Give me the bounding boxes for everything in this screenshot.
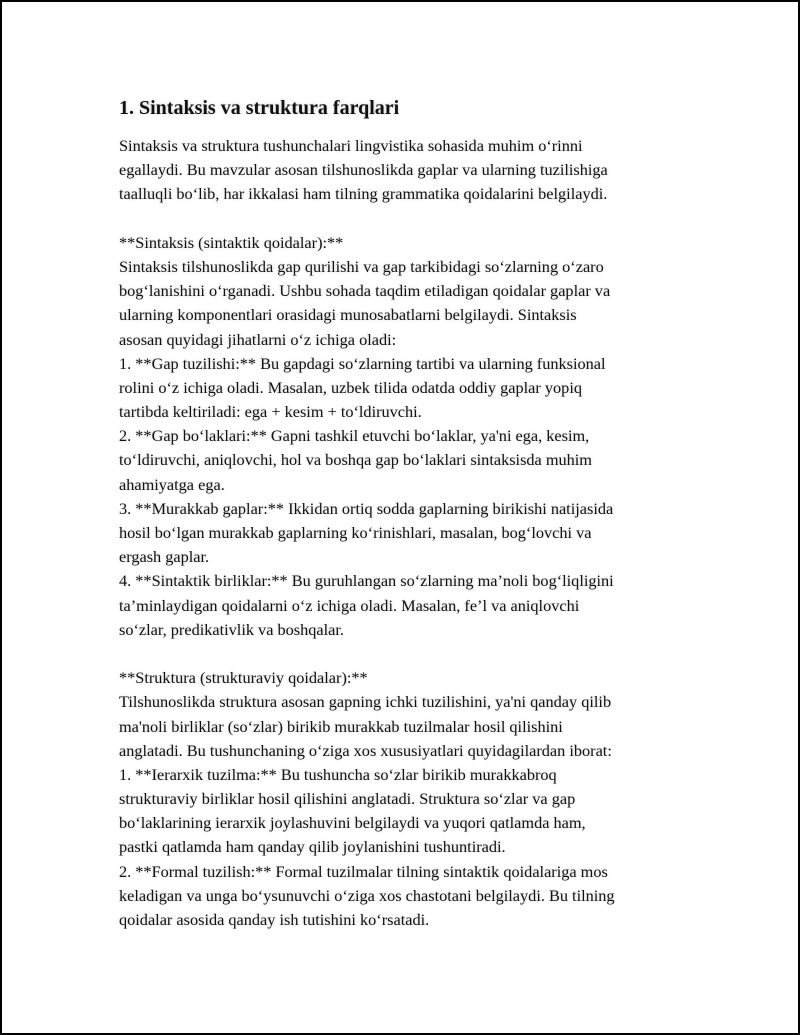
text-line: ergash gaplar.	[119, 547, 210, 567]
text-line: ahamiyatga ega.	[119, 474, 225, 494]
document-text	[119, 134, 694, 932]
blank-line	[119, 642, 694, 666]
text-line: qoidalar asosida qanday ish tutishini ko‘rsatadi.	[119, 910, 430, 929]
text-line: keladigan va unga bo‘ysunuvchi o‘ziga xos chastotani belgilaydi. Bu tilning	[119, 885, 615, 905]
text-line: 1. **Ierarxik tuzilma:** Bu tushuncha so‘zlar birikib murakkabroq	[119, 764, 557, 784]
text-line: asosan quyidagi jihatlarni o‘z ichiga oladi:	[119, 329, 397, 349]
text-line: rolini o‘z ichiga oladi. Masalan, uzbek tilida odatda oddiy gaplar yopiq	[119, 377, 582, 397]
text-line: pastki qatlamda ham qanday qilib joylanishini tushuntiradi.	[119, 837, 506, 857]
text-line: taalluqli bo‘lib, har ikkalasi ham tilning grammatika qoidalarini belgilaydi.	[119, 184, 608, 204]
text-line: 3. **Murakkab gaplar:** Ikkidan ortiq sodda gaplarning birikishi natijasida	[119, 498, 614, 518]
text-line: bog‘lanishini o‘rganadi. Ushbu sohada taqdim etiladigan qoidalar gaplar va	[119, 281, 611, 301]
text-line: hosil bo‘lgan murakkab gaplarning ko‘rinishlari, masalan, bog‘lovchi va	[119, 523, 592, 542]
text-line: tartibda keltiriladi: ega + kesim + to‘ldiruvchi.	[119, 402, 422, 422]
text-line: strukturaviy birliklar hosil qilishini anglatadi. Struktura so‘zlar va gap	[119, 789, 576, 809]
text-line: Tilshunoslikda struktura asosan gapning ichki tuzilishini, ya'ni qanday qilib	[119, 692, 612, 712]
text-line: to‘ldiruvchi, aniqlovchi, hol va boshqa gap bo‘laklari sintaksisda muhim	[119, 450, 592, 470]
document-body	[119, 94, 694, 932]
text-line: Sintaksis va struktura tushunchalari lingvistika sohasida muhim o‘rinni	[119, 136, 583, 155]
text-line: so‘zlar, predikativlik va boshqalar.	[119, 619, 344, 639]
text-line: 2. **Gap bo‘laklari:** Gapni tashkil etuvchi bo‘laklar, ya'ni ega, kesim,	[119, 426, 590, 446]
text-line: Sintaksis tilshunoslikda gap qurilishi va gap tarkibidagi so‘zlarning o‘zaro	[119, 256, 604, 276]
text-line: 1. **Gap tuzilishi:** Bu gapdagi so‘zlarning tartibi va ularning funksional	[119, 353, 606, 373]
text-line: 2. **Formal tuzilish:** Formal tuzilmalar tilning sintaktik qoidalariga mos	[119, 861, 608, 881]
text-line: **Struktura (strukturaviy qoidalar):**	[119, 668, 368, 688]
text-line: **Sintaksis (sintaktik qoidalar):**	[119, 232, 344, 252]
text-line: 4. **Sintaktik birliklar:** Bu guruhlangan so‘zlarning ma’noli bog‘liqligini	[119, 571, 614, 591]
section-heading: 1. Sintaksis va struktura farqlari	[119, 97, 400, 119]
blank-line	[119, 207, 694, 231]
text-line: bo‘laklarining ierarxik joylashuvini belgilaydi va yuqori qatlamda ham,	[119, 813, 586, 833]
text-line: ma'noli birliklar (so‘zlar) birikib murakkab tuzilmalar hosil qilishini	[119, 716, 563, 736]
text-line: ta’minlaydigan qoidalarni o‘z ichiga oladi. Masalan, fe’l va aniqlovchi	[119, 595, 580, 615]
text-line: egallaydi. Bu mavzular asosan tilshunoslikda gaplar va ularning tuzilishiga	[119, 160, 608, 180]
text-line: anglatadi. Bu tushunchaning o‘ziga xos xususiyatlari quyidagilardan iborat:	[119, 740, 612, 760]
text-line: ularning komponentlari orasidagi munosabatlarni belgilaydi. Sintaksis	[119, 305, 577, 325]
